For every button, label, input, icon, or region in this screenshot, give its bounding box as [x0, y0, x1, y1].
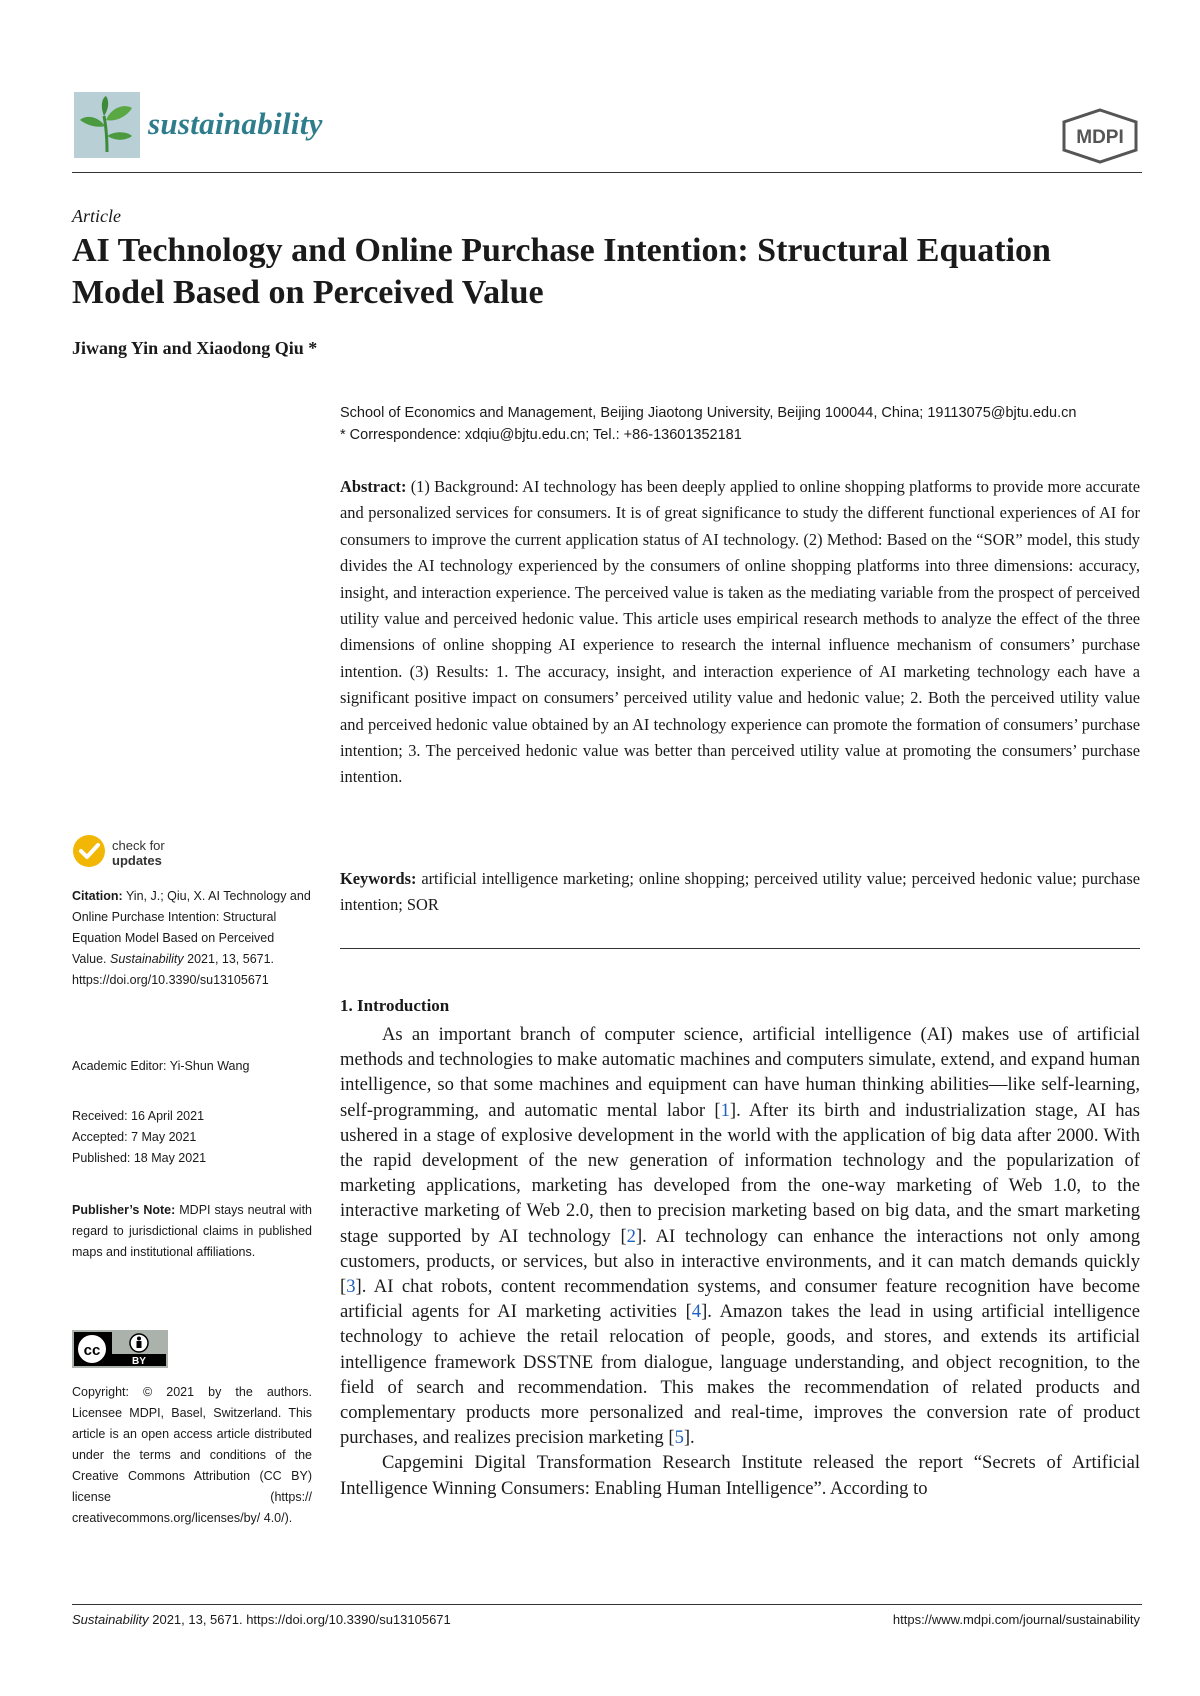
footer-journal-url[interactable]: https://www.mdpi.com/journal/sustainability [892, 1612, 1140, 1627]
footer-divider [72, 1604, 1142, 1605]
mdpi-logo-text: MDPI [1076, 127, 1124, 148]
reference-link[interactable]: 3 [346, 1276, 356, 1298]
journal-name: sustainability [148, 106, 323, 141]
citation-doi-link[interactable]: 2021, 13, 5671. https://doi.org/10.3390/su13105671 [72, 952, 275, 987]
affiliation: School of Economics and Management, Beijing Jiaotong University, Beijing 100044, China; 19113075@bjtu.edu.cn [340, 405, 1077, 421]
reference-link[interactable]: 1 [720, 1099, 730, 1121]
check-circle-icon [72, 834, 106, 868]
footer-citation: Sustainability 2021, 13, 5671. https://doi.org/10.3390/su13105671 [72, 1612, 451, 1627]
keywords [340, 866, 1140, 919]
published-date: Published: 18 May 2021 [72, 1151, 207, 1165]
svg-text:cc: cc [83, 1342, 101, 1359]
journal-logo[interactable] [74, 92, 344, 158]
abstract [340, 474, 1140, 791]
reference-link[interactable]: 2 [626, 1225, 636, 1247]
header-divider [72, 172, 1142, 173]
copyright-notice: Copyright: © 2021 by the authors. Licensee MDPI, Basel, Switzerland. This article is an open access article distributed under the terms and conditions of the Creative Commons Attribution (CC BY) license (https:// creativecommons.org/licenses/by/ 4.0/). [72, 1385, 312, 1525]
introduction-body [340, 1022, 1140, 1501]
keywords-label: Keywords: [340, 869, 417, 888]
correspondence: * Correspondence: xdqiu@bjtu.edu.cn; Tel.: +86-13601352181 [340, 427, 742, 443]
citation: Citation: Yin, J.; Qiu, X. AI Technology and Online Purchase Intention: Structural Equation Model Based on Perceived Value. Sustainability 2021, 13, 5671. https://doi.org/10.3390/su13105671 [72, 889, 311, 987]
section-heading: 1. Introduction [340, 996, 450, 1015]
check-for-updates-badge[interactable] [72, 834, 202, 874]
keywords-divider [340, 948, 1140, 949]
plant-sprout-icon [74, 92, 140, 158]
publication-dates [72, 1106, 312, 1169]
publisher-note: Publisher’s Note: MDPI stays neutral with regard to jurisdictional claims in published maps and institutional affiliations. [72, 1203, 312, 1259]
reference-link[interactable]: 5 [674, 1427, 684, 1449]
accepted-date: Accepted: 7 May 2021 [72, 1130, 197, 1144]
cc-by-label: BY [132, 1356, 146, 1367]
paragraph: As an important branch of computer science, artificial intelligence (AI) makes use of artificial methods and technologies to make automatic machines and computers simulate, extend, and expand human intelligence, so that some machines and equipment can have human thinking abilities—like self-learning, self-programming, and automatic mental labor [1]. After its birth and industrialization stage, AI has ushered in a stage of explosive development in the world with the application of big data after 2000. With the rapid development of the new generation of information technology and the popularization of marketing applications, marketing has developed from the one-way marketing of Web 1.0, to the interactive marketing of Web 2.0, then to precision marketing based on big data, and the smart marketing stage supported by AI technology [2]. AI technology can enhance the interactions not only among customers, products, or services, but also in interactive environments, and it can match demands quickly [3]. AI chat robots, content recommendation systems, and consumer feature recognition have become artificial agents for AI marketing activities [4]. Amazon takes the lead in using artificial intelligence technology to achieve the retail relocation of people, goods, and stores, and extends its artificial intelligence framework DSSTNE from dialogue, language understanding, and object recognition, to the field of search and recommendation. This makes the recommendation of related products and complementary products more personalized and real-time, improves the conversion rate of product purchases, and realizes precision marketing [5]. [340, 1024, 1140, 1449]
affiliation-block [340, 402, 1140, 446]
article-type: Article [72, 206, 121, 226]
keywords-text: artificial intelligence marketing; online shopping; perceived utility value; perceived hedonic value; purchase intention; SOR [340, 869, 1140, 915]
check-for-updates-label: check for updates [112, 838, 165, 868]
abstract-label: Abstract: [340, 477, 407, 496]
reference-link[interactable]: 4 [691, 1301, 702, 1323]
creative-commons-license-icon[interactable] [72, 1330, 168, 1368]
received-date: Received: 16 April 2021 [72, 1109, 205, 1123]
mdpi-logo[interactable] [1060, 108, 1140, 164]
abstract-text: (1) Background: AI technology has been deeply applied to online shopping platforms to provide more accurate and personalized services for consumers. It is of great significance to study the different functional experiences of AI for consumers to improve the current application status of AI technology. (2) Method: Based on the “SOR” model, this study divides the AI technology experienced by the consumers of online shopping platforms into three dimensions: accuracy, insight, and interaction experience. The perceived value is taken as the mediating variable from the prospect of perceived utility value and perceived hedonic value. This article uses empirical research methods to analyze the effect of the three dimensions of online shopping AI experience to research the internal influence mechanism of consumers’ purchase intention. (3) Results: 1. The accuracy, insight, and interaction experience of AI marketing technology each have a significant positive impact on consumers’ perceived utility value and hedonic value; 2. Both the perceived utility value and perceived hedonic value obtained by an AI technology experience can promote the formation of consumers’ purchase intention; 3. The perceived hedonic value was better than perceived utility value at promoting the consumers’ purchase intention. [340, 477, 1140, 787]
academic-editor: Academic Editor: Yi-Shun Wang [72, 1059, 250, 1073]
paragraph: Capgemini Digital Transformation Research Institute released the report “Secrets of Artificial Intelligence Winning Consumers: Enabling Human Intelligence”. According to [340, 1452, 1140, 1499]
article-title: AI Technology and Online Purchase Intention: Structural Equation Model Based on Perceived Value [72, 232, 1051, 311]
article-authors: Jiwang Yin and Xiaodong Qiu * [72, 338, 318, 358]
